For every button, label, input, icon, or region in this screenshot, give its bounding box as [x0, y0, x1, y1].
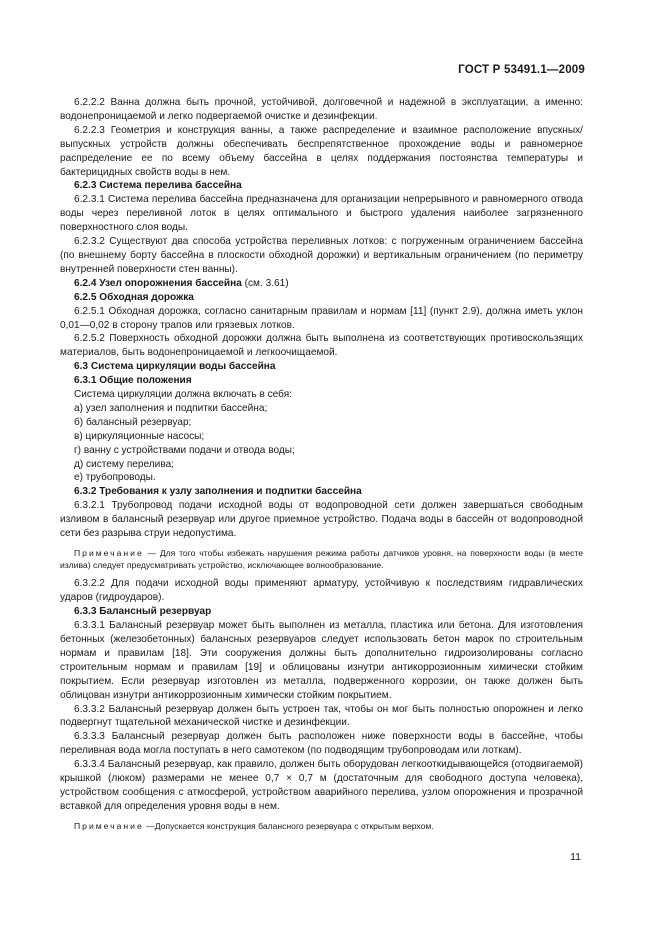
- paragraph-6-3-2-1: 6.3.2.1 Трубопровод подачи исходной воды от водопроводной сети должен завершаться свободным изливом в балансный резервуар или другое приемное устройство. Подача воды в бассейн от водопроводной сети без разрыва струи недопустима.: [60, 500, 583, 540]
- paragraph-system-intro: Система циркуляции должна включать в себя:: [74, 389, 292, 401]
- heading-6-2-4-ref: (см. 3.61): [241, 277, 289, 289]
- list-item: а) узел заполнения и подпитки бассейна;: [74, 402, 268, 414]
- list-item: в) циркуляционные насосы;: [74, 430, 205, 442]
- note-1: [60, 547, 583, 571]
- paragraph-6-3-3-1: 6.3.3.1 Балансный резервуар может быть выполнен из металла, пластика или бетона. Для изготовления бетонных (железобетонных) балансных резервуаров следует использовать бетон марок по строительным нормам и правилам [18]. Эти сооружения должны быть дополнительно гидроизолированы согласно строительным нормам и правилам [19] и облицованы изнутри антикоррозионным химически стойким покрытием. Если резервуар изготовлен из металла, подверженного коррозии, он также должен быть облицован изнутри антикоррозионным химически стойким покрытием.: [60, 620, 583, 701]
- heading-6-2-4-title: 6.2.4 Узел опорожнения бассейна: [74, 277, 242, 289]
- note-2-text: —Допускается конструкция балансного резервуара с открытым верхом.: [143, 820, 434, 831]
- heading-6-2-4: [60, 277, 583, 291]
- paragraph-6-2-3-2: 6.2.3.2 Существуют два способа устройства переливных лотков: с погруженным ограничением бассейна (по внешнему борту бассейна в плоскости обходной дорожки) и вертикальным ограничением (по периметру внутренней поверхности стен ванны).: [60, 236, 583, 275]
- document-id-header: ГОСТ Р 53491.1—2009: [458, 64, 585, 76]
- paragraph-6-2-3-1: 6.2.3.1 Система перелива бассейна предназначена для организации непрерывного и равномерного отвода воды через переливной лоток в целях оптимального и быстрого удаления наиболее загрязненного поверхностного слоя воды.: [60, 194, 583, 234]
- list-item: д) систему перелива;: [74, 458, 174, 470]
- paragraph-6-3-3-2: 6.3.3.2 Балансный резервуар должен быть устроен так, чтобы он мог быть полностью опорожнен и легко подвергнут тщательной механической чистке и дезинфекции.: [60, 703, 583, 729]
- heading-6-3-1: 6.3.1 Общие положения: [74, 375, 192, 387]
- heading-6-3: 6.3 Система циркуляции воды бассейна: [74, 361, 276, 373]
- paragraph-6-3-3-3: 6.3.3.3 Балансный резервуар должен быть расположен ниже поверхности воды в бассейне, чтобы переливная вода могла поступать в него самотеком (по подводящим трубопроводам или лоткам).: [60, 731, 583, 757]
- note-1-text: — Для того чтобы избежать нарушения режима работы датчиков уровня, на поверхности воды (в месте излива) следует предусматривать устройство, исключающее волнообразование.: [60, 548, 583, 571]
- heading-6-2-3: 6.2.3 Система перелива бассейна: [74, 180, 242, 192]
- paragraph-6-2-5-1: 6.2.5.1 Обходная дорожка, согласно санитарным правилам и нормам [11] (пункт 2.9), должна иметь уклон 0,01—0,02 в сторону трапов или грязевых лотков.: [60, 305, 583, 331]
- heading-6-3-3: 6.3.3 Балансный резервуар: [74, 606, 212, 618]
- heading-6-3-2: 6.3.2 Требования к узлу заполнения и подпитки бассейна: [74, 486, 362, 498]
- paragraph-6-3-2-2: 6.3.2.2 Для подачи исходной воды применяют арматуру, устойчивую к последствиям гидравлических ударов (гидроударов).: [60, 578, 583, 604]
- heading-6-2-5: 6.2.5 Обходная дорожка: [74, 291, 194, 303]
- note-2: [60, 820, 583, 832]
- page-number: 11: [570, 851, 581, 863]
- list-item: г) ванну с устройствами подачи и отвода воды;: [74, 444, 295, 456]
- list-item: е) трубопроводы.: [74, 472, 156, 484]
- paragraph-6-2-2-2: 6.2.2.2 Ванна должна быть прочной, устойчивой, долговечной и надежной в эксплуатации, а именно: водонепроницаемой и легко подвергаемой очистке и дезинфекции.: [60, 97, 583, 122]
- note-2-label: Примечание: [74, 820, 144, 831]
- note-1-label: Примечание: [74, 548, 144, 558]
- paragraph-6-3-3-4: 6.3.3.4 Балансный резервуар, как правило, должен быть оборудован легкооткидывающейся (отодвигаемой) крышкой (люком) размерами не менее 0,7 × 0,7 м (достаточным для свободного доступа человека), устройством сообщения с атмосферой, устройством аварийного перелива, узлом опорожнения и прозрачной вставкой для определения уровня воды в нем.: [60, 759, 583, 812]
- paragraph-6-2-5-2: 6.2.5.2 Поверхность обходной дорожки должна быть выполнена из соответствующих противоскользящих материалов, быть водонепроницаемой и легкоочищаемой.: [60, 333, 583, 359]
- paragraph-6-2-2-3: 6.2.2.3 Геометрия и конструкция ванны, а также распределение и взаимное расположение впускных/выпускных устройств должны обеспечивать беспрепятственное прохождение воды и равномерное распределение ее по всему объему бассейна в целях поддержания постоянства температуры и бактерицидных свойств воды в нем.: [60, 124, 583, 178]
- document-body: [60, 96, 583, 838]
- list-item: б) балансный резервуар;: [74, 416, 192, 428]
